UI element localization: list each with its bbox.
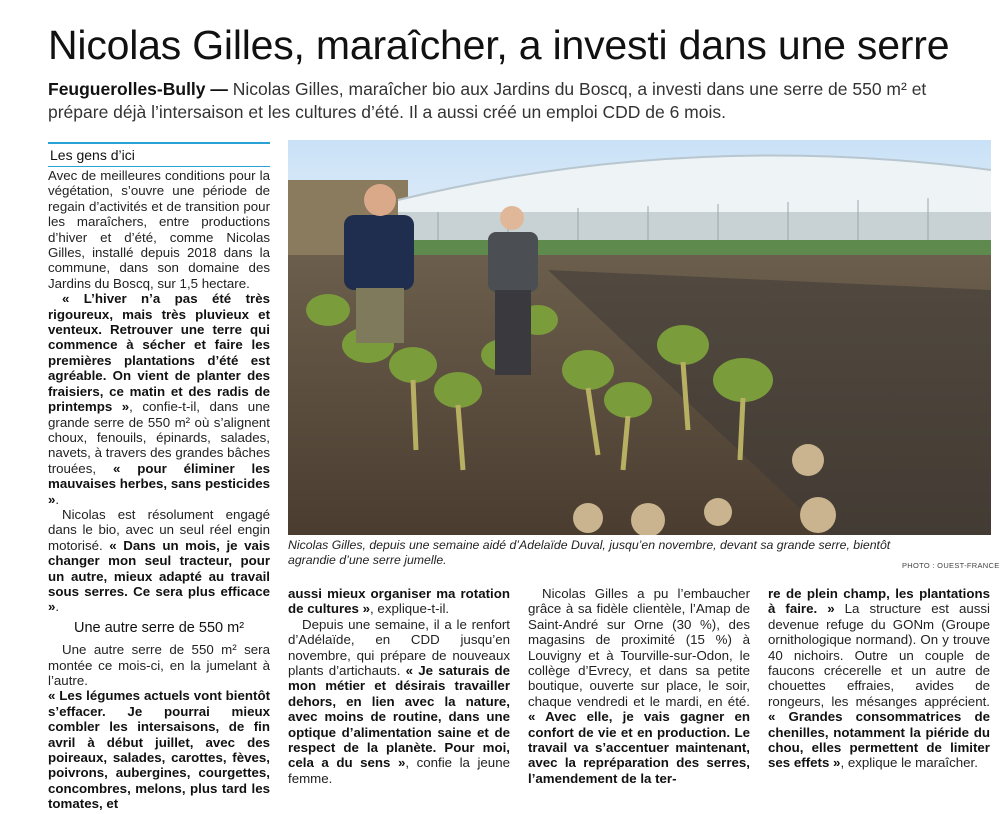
quote: re de plein champ, les plantations à faire. » (768, 586, 990, 617)
photo-credit: PHOTO : OUEST-FRANCE (902, 561, 1000, 570)
quote: « Je saturais de mon métier et désirais travailler dehors, en lien avec la nature, avec moins de routine, dans une optique d’alimentation saine et de respect de la planète. Pour moi, cela a du sens » (288, 663, 510, 771)
dateline: Feuguerolles-Bully (48, 79, 206, 99)
text: Nicolas Gilles a pu l’embaucher grâce à sa fidèle clientèle, l’Amap de Saint-André sur Orne (30 %), des magasins de proximité (15 %) à Louvigny et à Tourville-sur-Odon, le collège d’Evrecy, et dans sa petite boutique, ouverte sur place, le soir, chaque vendredi et le mardi, en été. (528, 586, 750, 709)
text: , explique le maraîcher. (840, 755, 978, 771)
col1-paragraph-5 (48, 688, 270, 811)
quote: « Avec elle, je vais gagner en confort de vie et en production. Le travail va s’accentuer maintenant, avec la repréparation des serres, l’amendement de la ter- (528, 709, 750, 786)
lead-paragraph (48, 78, 978, 124)
subhead: Une autre serre de 550 m² (73, 619, 245, 636)
column-2 (288, 586, 510, 786)
text: Depuis une semaine, il a le renfort d’Adélaïde, en CDD jusqu’en novembre, qui prépare de nouveaux plants d’artichauts. (288, 616, 510, 679)
column-3 (528, 586, 750, 786)
quote: « pour éliminer les mauvaises herbes, sans pesticides » (48, 460, 270, 507)
quote: « Grandes consommatrices de chenilles, notamment la piéride du chou, elles permettent de limiter ses effets » (768, 709, 990, 771)
col3-paragraph-1 (528, 586, 750, 786)
text: . (55, 491, 60, 507)
col1-paragraph-1: Avec de meilleures conditions pour la végétation, s’ouvre une période de regain d’activités et de transition pour les maraîchers, entre productions d’hiver et d’été, comme Nicolas Gilles, installé depuis 2018 dans la commune, dans son domaine des Jardins du Boscq, sur 1,5 hectare. (48, 168, 270, 291)
text: La structure est aussi devenue refuge du GONm (Groupe ornithologique normand). On y trouve 40 nichoirs. Outre un couple de faucons crécerelle et un autre de chouettes effraies, avides de rongeurs, les mésanges apprécient. (768, 601, 991, 709)
quote: « Dans un mois, je vais changer mon seul tracteur, pour un autre, mieux adapté au travail sous serres. Ce sera plus efficace » (48, 537, 270, 615)
photo-caption: Nicolas Gilles, depuis une semaine aidé d’Adelaïde Duval, jusqu’en novembre, devant sa grande serre, bientôt agrandie d’une serre jumelle. (288, 538, 891, 567)
text: , confie la jeune femme. (288, 755, 510, 786)
col1-paragraph-4: Une autre serre de 550 m² sera montée ce mois-ci, en la jumelant à l’autre. (48, 642, 270, 688)
col2-paragraph-2 (288, 617, 510, 786)
col1-paragraph-2 (48, 291, 270, 507)
col2-paragraph-1 (288, 586, 510, 617)
quote: aussi mieux organiser ma rotation de cultures » (288, 586, 510, 617)
text: . (55, 599, 60, 615)
text: Nicolas est résolument engagé dans le bio, avec un seul réel engin motorisé. (48, 506, 270, 553)
column-4 (768, 586, 990, 771)
col4-paragraph-1 (768, 586, 990, 771)
column-1 (48, 168, 270, 812)
col1-paragraph-3 (48, 507, 270, 615)
section-rubric: Les gens d’ici (48, 142, 270, 167)
text: , explique-t-il. (370, 601, 450, 617)
article-photo (288, 140, 991, 535)
text: , confie-t-il, dans une grande serre de 550 m² où s’alignent choux, fenouils, épinards, salades, navets, à travers des grandes bâches trouées, (48, 399, 270, 476)
greenhouse-field-image (288, 140, 991, 535)
quote: « L’hiver n’a pas été très rigoureux, mais très pluvieux et venteux. Retrouver une terre qui commence à sécher et faire les premières plantations d’été est agréable. On vient de planter des fraisiers, ce matin et des radis de printemps » (48, 291, 270, 415)
quote: « Les légumes actuels vont bientôt s’effacer. Je pourrai mieux combler les intersaisons, de fin avril à début juillet, avec des poireaux, salades, carottes, fèves, poivrons, aubergines, courgettes, concombres, melons, plus tard les tomates, et (48, 688, 270, 812)
headline: Nicolas Gilles, maraîcher, a investi dans une serre (48, 22, 950, 68)
dateline-dash: — (205, 79, 233, 99)
lead-text: Nicolas Gilles, maraîcher bio aux Jardins du Boscq, a investi dans une serre de 550 m² et prépare déjà l’intersaison et les cultures d’été. Il a aussi créé un emploi CDD de 6 mois. (48, 79, 927, 122)
